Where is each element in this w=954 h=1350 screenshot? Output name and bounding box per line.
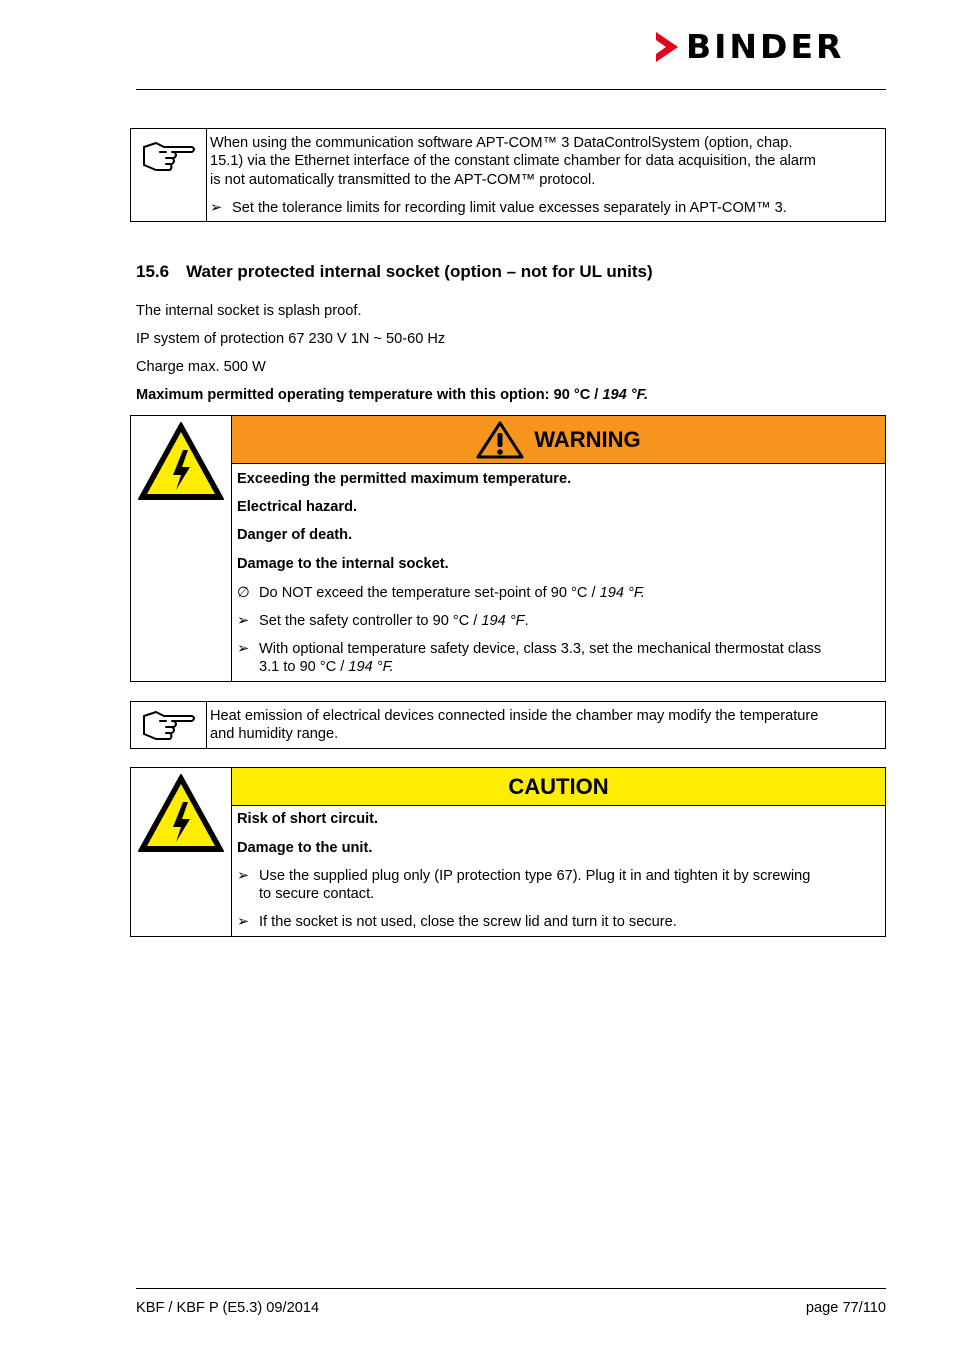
note-line: 15.1) via the Ethernet interface of the constant climate chamber for data acquisition, the alarm: [210, 153, 816, 169]
warning-banner: [232, 416, 885, 464]
footer-page-number: page 77/110: [805, 1300, 886, 1316]
electrical-hazard-icon: [136, 772, 226, 854]
note-text-cell: [207, 702, 885, 748]
section-heading: [136, 262, 653, 282]
warning-bullet-continuation: [259, 658, 881, 676]
caution-icon-cell: [131, 768, 232, 936]
note-bullet-item: [210, 199, 881, 217]
pointing-hand-icon: [138, 137, 198, 177]
caution-content: [232, 768, 885, 936]
caution-line: Damage to the unit.: [237, 840, 373, 856]
warning-bullet-item: [237, 640, 881, 658]
note-text-cell: [207, 129, 885, 221]
item-text: Do NOT exceed the temperature set-point of 90 °C /: [259, 585, 600, 601]
note-icon-cell: [131, 129, 207, 221]
max-temp-text: Maximum permitted operating temperature with this option: 90 °C /: [136, 387, 603, 403]
footer-document-id: KBF / KBF P (E5.3) 09/2014: [136, 1300, 320, 1316]
warning-line: Damage to the internal socket.: [237, 556, 449, 572]
note-line: and humidity range.: [210, 726, 339, 742]
note-box-apt-com: [130, 128, 886, 222]
warning-line: Electrical hazard.: [237, 499, 358, 515]
caution-box: [130, 767, 886, 937]
bullet-text: Set the tolerance limits for recording limit value excesses separately in APT-COM™ 3.: [232, 200, 787, 216]
item-fahrenheit: 194 °F: [481, 613, 525, 629]
no-symbol-icon: ∅: [237, 585, 250, 601]
header-rule: [136, 89, 886, 90]
caution-bullet-item: [237, 867, 881, 885]
caution-banner: [232, 768, 885, 806]
arrow-bullet-icon: ➢: [237, 914, 250, 930]
item-text: With optional temperature safety device, class 3.3, set the mechanical thermostat class: [259, 641, 822, 657]
paragraph: Charge max. 500 W: [136, 359, 266, 375]
note-box-heat-emission: [130, 701, 886, 749]
max-temp-fahrenheit: 194 °F.: [602, 387, 648, 403]
note-line: When using the communication software APT-COM™ 3 DataControlSystem (option, chap.: [210, 135, 793, 151]
arrow-bullet-icon: ➢: [210, 200, 223, 216]
item-text: Set the safety controller to 90 °C /: [259, 613, 482, 629]
caution-line: Risk of short circuit.: [237, 811, 379, 827]
section-number: 15.6: [136, 262, 170, 281]
note-line: is not automatically transmitted to the APT-COM™ protocol.: [210, 172, 596, 188]
max-temp-paragraph: [136, 386, 648, 404]
caution-bullet-item: [237, 913, 881, 931]
item-end: .: [524, 613, 529, 629]
warning-box: [130, 415, 886, 682]
logo-text: BINDER: [686, 27, 845, 66]
note-icon-cell: [131, 702, 207, 748]
binder-logo-mark-icon: [654, 30, 680, 64]
item-fahrenheit: 194 °F.: [348, 659, 394, 675]
exclamation-triangle-icon: [476, 421, 524, 459]
electrical-hazard-icon: [136, 420, 226, 502]
paragraph: The internal socket is splash proof.: [136, 303, 362, 319]
warning-line: Exceeding the permitted maximum temperature.: [237, 471, 572, 487]
section-title: Water protected internal socket (option – not for UL units): [186, 262, 653, 281]
paragraph: IP system of protection 67 230 V 1N ~ 50-60 Hz: [136, 331, 446, 347]
item-text: If the socket is not used, close the screw lid and turn it to secure.: [259, 914, 677, 930]
arrow-bullet-icon: ➢: [237, 641, 250, 657]
arrow-bullet-icon: ➢: [237, 613, 250, 629]
arrow-bullet-icon: ➢: [237, 868, 250, 884]
note-line: Heat emission of electrical devices connected inside the chamber may modify the temperature: [210, 708, 819, 724]
caution-bullet-continuation: to secure contact.: [259, 886, 375, 902]
footer-rule: [136, 1288, 886, 1289]
caution-title: CAUTION: [508, 773, 609, 799]
item-fahrenheit: 194 °F.: [599, 585, 645, 601]
warning-icon-cell: [131, 416, 232, 681]
warning-prohibited-item: [237, 584, 881, 602]
warning-bullet-item: [237, 612, 881, 630]
binder-logo: [654, 27, 845, 66]
item-text: 3.1 to 90 °C /: [259, 659, 349, 675]
pointing-hand-icon: [138, 706, 198, 746]
item-text: Use the supplied plug only (IP protection type 67). Plug it in and tighten it by screwing: [259, 868, 811, 884]
warning-title: WARNING: [534, 426, 641, 452]
warning-line: Danger of death.: [237, 527, 353, 543]
warning-content: [232, 416, 885, 681]
